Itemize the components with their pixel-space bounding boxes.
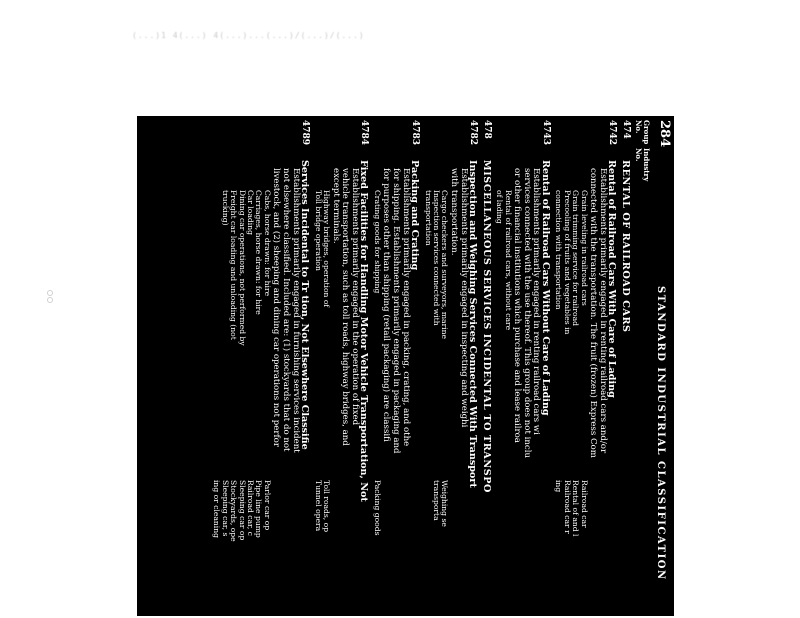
index-items-left — [313, 120, 330, 616]
industry-title: Services Incidental to Tr tion, Not Elsewhere Classifie — [299, 160, 311, 450]
index-items-right — [432, 480, 449, 527]
industry-description-line: Establishments primarily engaged in furnishing services incident — [290, 168, 301, 453]
running-head: STANDARD INDUSTRIAL CLASSIFICATION — [655, 286, 666, 581]
industry-description-line: for shipping. Establishments primarily engaged in packaging and — [391, 168, 402, 454]
index-item: Carriages, horse drawn: for hire — [254, 190, 264, 315]
index-item: Inspection services connected with — [432, 190, 442, 326]
industry-description-line: for purposes other than shipping (retail packaging) are classifi — [381, 168, 392, 442]
classification-entry — [372, 120, 419, 616]
industry-description-line: or other financial institutions which purchase and lease railroa — [512, 168, 523, 443]
classification-entry — [313, 120, 368, 616]
industry-code: 4782 — [468, 120, 479, 146]
industry-code: 4784 — [359, 120, 370, 146]
scan-header-text: (...)1 4(...) 4(...)...(...)/(...)/(...) — [132, 31, 365, 40]
index-item: Freight car loading and unloading (not — [229, 190, 239, 340]
industry-code: 4783 — [410, 120, 421, 146]
classification-entry — [212, 120, 311, 616]
index-items — [495, 120, 512, 616]
index-items — [423, 120, 448, 616]
index-item: Sleeping car op — [237, 480, 247, 541]
industry-description-line: with transportation. — [449, 168, 460, 256]
industry-code: 478 — [481, 120, 492, 139]
index-items-left — [495, 120, 512, 616]
rotated-sheet — [137, 116, 674, 616]
index-items-right — [313, 480, 330, 532]
industry-description-line: Establishments primarily engaged in renting railroad cars and/or — [597, 168, 608, 454]
index-item: Packing goods — [372, 480, 382, 536]
index-item: Weighing se — [440, 480, 450, 527]
industry-description-line: Establishments primarily engaged in renting railroad cars wi — [531, 168, 542, 435]
index-item: Dining car operations, not performed by — [237, 190, 247, 346]
index-item: Tunnel opera — [313, 480, 323, 532]
column-industry-heading: Industry No. — [634, 148, 651, 182]
index-item: of lading — [495, 190, 505, 224]
index-items — [554, 120, 588, 616]
industry-title: Rental of Railroad Cars With Care of Lading — [606, 160, 618, 398]
index-items — [372, 120, 380, 616]
index-items-right — [212, 480, 271, 542]
classification-entry — [481, 120, 491, 616]
industry-description-line: livestock, and (2) sheeping and dining car operations not perfor — [271, 168, 282, 447]
index-item: connection with transportation — [554, 190, 564, 310]
classification-entry — [495, 120, 550, 616]
index-item: Pipe line pump — [254, 480, 264, 538]
index-item: Car loading — [246, 190, 256, 235]
page-number: 284 — [657, 120, 672, 148]
index-item: transporta — [432, 480, 442, 521]
index-items-left — [554, 120, 588, 616]
index-item: Precooling of fruits and vegetables in — [562, 190, 572, 335]
index-item: transportation — [423, 190, 433, 246]
industry-description-line: Establishments primarily engaged in the operation of fixed — [349, 168, 360, 426]
industry-code: 4789 — [300, 120, 311, 146]
index-item: Cargo checkers and surveyors, marine — [440, 190, 450, 340]
index-item: Railroad car r — [562, 480, 572, 534]
column-group-heading: Group No. — [634, 120, 651, 145]
industry-title: RENTAL OF RAILROAD CARS — [620, 160, 631, 333]
industry-title: Packing and Crating — [409, 160, 421, 271]
index-items-right — [554, 480, 588, 536]
classification-entry — [620, 120, 630, 616]
index-item: Stockyards, ope — [229, 480, 239, 542]
index-item: Rental of and l — [571, 480, 581, 537]
index-item: trucking) — [220, 190, 230, 226]
binding-hole-icon — [44, 289, 56, 305]
index-item: Railroad car, c — [246, 480, 256, 536]
index-item: Grain leveling in railroad cars — [579, 190, 589, 306]
index-items — [313, 120, 330, 616]
classification-entry — [554, 120, 616, 616]
industry-title: Rental of Railroad Cars Without Care of Lading — [540, 160, 551, 416]
scanned-page-image — [137, 116, 674, 616]
industry-code: 4742 — [607, 120, 618, 146]
index-item: Rental of railroad cars, without care — [503, 190, 513, 331]
index-item: Crating goods for shipping — [372, 190, 382, 294]
index-item: Cabs, horse drawn: for hire — [262, 190, 272, 297]
industry-description-line: except terminals. — [330, 168, 341, 244]
index-item: Sleeping car, s — [220, 480, 230, 537]
classification-entry — [423, 120, 477, 616]
industry-code: 474 — [621, 120, 631, 139]
index-item: Railroad car — [579, 480, 589, 528]
index-item: Parlor car op — [262, 480, 272, 531]
industry-title: Inspection and Weighing Services Connected With Transport — [467, 160, 479, 488]
index-items-left — [423, 120, 448, 616]
industry-title: MISCELLANEOUS SERVICES INCIDENTAL TO TRANSPO — [480, 160, 492, 493]
index-item: Grain trimming service for railroad — [571, 190, 581, 326]
industry-title: Fixed Facilities for Handling Motor Vehicle Transportation, Not — [358, 160, 370, 502]
index-items-left — [372, 120, 380, 616]
industry-description-line: connected with the transportation. The fruit (frozen) Express Com — [588, 168, 599, 458]
index-items-right — [372, 480, 380, 536]
classification-entries — [212, 120, 631, 616]
industry-description-line: not elsewhere classified. Included are: (1) stockyards that do not — [281, 168, 292, 452]
industry-code: 4743 — [541, 120, 551, 146]
industry-description-line: Establishments primarily engaged in packing, crating, and othe — [400, 168, 411, 447]
index-items — [212, 120, 272, 616]
index-item: Toll roads, op — [322, 480, 332, 533]
index-item: ing — [554, 480, 564, 493]
industry-description-line: vehicle transportation, such as toll roads, highway bridges, and — [340, 168, 351, 446]
index-item: Highway bridges, operation of — [322, 190, 332, 308]
industry-description-line: Establishments primarily engaged in inspecting and weighi — [458, 168, 469, 428]
index-item: ing or cleaning — [212, 480, 222, 538]
index-item: Toll bridge operation — [313, 190, 323, 271]
industry-description-line: services connected with the use thereof. This group does not inclu — [521, 168, 532, 459]
